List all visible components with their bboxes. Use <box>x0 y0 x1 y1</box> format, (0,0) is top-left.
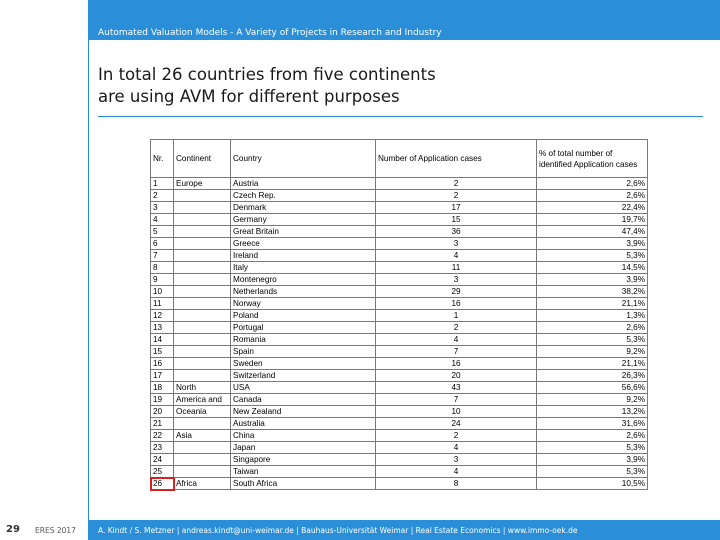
col-header-country: Country <box>231 140 376 178</box>
cell-nr: 12 <box>151 310 174 322</box>
cell-continent <box>174 238 231 250</box>
cell-country: Sweden <box>231 358 376 370</box>
table-row <box>151 370 648 382</box>
table-row <box>151 178 648 190</box>
cell-continent <box>174 298 231 310</box>
footer-page-box <box>0 520 88 540</box>
table-row <box>151 286 648 298</box>
cell-pct: 3,9% <box>537 274 648 286</box>
table-row <box>151 274 648 286</box>
cell-country: USA <box>231 382 376 394</box>
cell-country: Poland <box>231 310 376 322</box>
cell-cases: 2 <box>376 178 537 190</box>
cell-continent <box>174 250 231 262</box>
cell-pct: 10,5% <box>537 478 648 490</box>
cell-continent <box>174 202 231 214</box>
col-header-continent: Continent <box>174 140 231 178</box>
table-body <box>151 178 648 490</box>
cell-country: Ireland <box>231 250 376 262</box>
table-header-row <box>151 140 648 178</box>
cell-country: Czech Rep. <box>231 190 376 202</box>
cell-continent <box>174 262 231 274</box>
cell-continent <box>174 334 231 346</box>
cell-continent: Africa <box>174 478 231 490</box>
cell-continent: America and <box>174 394 231 406</box>
cell-nr: 19 <box>151 394 174 406</box>
table-row <box>151 418 648 430</box>
cell-cases: 29 <box>376 286 537 298</box>
cell-continent <box>174 466 231 478</box>
cell-cases: 3 <box>376 454 537 466</box>
slide-heading-line-1: In total 26 countries from five continents <box>98 65 436 84</box>
cell-nr: 11 <box>151 298 174 310</box>
table-row <box>151 358 648 370</box>
cell-nr: 9 <box>151 274 174 286</box>
heading-rule <box>98 116 703 117</box>
cell-nr: 4 <box>151 214 174 226</box>
cell-pct: 9,2% <box>537 394 648 406</box>
cell-nr: 15 <box>151 346 174 358</box>
cell-country: Switzerland <box>231 370 376 382</box>
cell-country: Greece <box>231 238 376 250</box>
cell-country: Singapore <box>231 454 376 466</box>
cell-pct: 31,6% <box>537 418 648 430</box>
cell-cases: 36 <box>376 226 537 238</box>
cell-country: South Africa <box>231 478 376 490</box>
cell-pct: 38,2% <box>537 286 648 298</box>
table-row <box>151 442 648 454</box>
cell-country: Romania <box>231 334 376 346</box>
cell-continent: Oceania <box>174 406 231 418</box>
cell-cases: 2 <box>376 430 537 442</box>
cell-country: Montenegro <box>231 274 376 286</box>
cell-pct: 5,3% <box>537 334 648 346</box>
cell-cases: 7 <box>376 346 537 358</box>
col-header-pct: % of total number of identified Application cases <box>537 140 648 178</box>
table-row <box>151 310 648 322</box>
table-row <box>151 454 648 466</box>
cell-country: Austria <box>231 178 376 190</box>
cell-country: Portugal <box>231 322 376 334</box>
cell-cases: 2 <box>376 190 537 202</box>
cell-country: Japan <box>231 442 376 454</box>
cell-pct: 5,3% <box>537 250 648 262</box>
cell-country: Taiwan <box>231 466 376 478</box>
cell-cases: 8 <box>376 478 537 490</box>
cell-continent <box>174 358 231 370</box>
cell-continent <box>174 370 231 382</box>
cell-nr: 22 <box>151 430 174 442</box>
cell-cases: 2 <box>376 322 537 334</box>
cell-pct: 1,3% <box>537 310 648 322</box>
table-row <box>151 238 648 250</box>
cell-pct: 2,6% <box>537 322 648 334</box>
cell-country: Denmark <box>231 202 376 214</box>
cell-pct: 2,6% <box>537 430 648 442</box>
cell-continent <box>174 214 231 226</box>
cell-continent: Asia <box>174 430 231 442</box>
cell-country: Italy <box>231 262 376 274</box>
table-row <box>151 466 648 478</box>
cell-pct: 14,5% <box>537 262 648 274</box>
cell-cases: 7 <box>376 394 537 406</box>
cell-country: Australia <box>231 418 376 430</box>
cell-country: Netherlands <box>231 286 376 298</box>
cell-cases: 1 <box>376 310 537 322</box>
cell-country: New Zealand <box>231 406 376 418</box>
table-row <box>151 214 648 226</box>
header-title: Automated Valuation Models - A Variety of Projects in Research and Industry <box>98 28 442 38</box>
table-row <box>151 382 648 394</box>
cell-pct: 3,9% <box>537 238 648 250</box>
cell-continent <box>174 190 231 202</box>
cell-country: Spain <box>231 346 376 358</box>
col-header-nr: Nr. <box>151 140 174 178</box>
cell-pct: 5,3% <box>537 442 648 454</box>
cell-nr: 14 <box>151 334 174 346</box>
cell-nr-highlighted: 26 <box>151 478 174 490</box>
table-row <box>151 478 648 490</box>
cell-continent <box>174 322 231 334</box>
cell-cases: 17 <box>376 202 537 214</box>
table-row <box>151 406 648 418</box>
cell-country: Canada <box>231 394 376 406</box>
header-bar <box>0 0 720 40</box>
cell-continent <box>174 310 231 322</box>
cell-country: Great Britain <box>231 226 376 238</box>
footer-bar <box>0 520 720 540</box>
cell-nr: 24 <box>151 454 174 466</box>
table-row <box>151 334 648 346</box>
table-row <box>151 190 648 202</box>
cell-nr: 5 <box>151 226 174 238</box>
table-row <box>151 346 648 358</box>
cell-cases: 10 <box>376 406 537 418</box>
table-row <box>151 250 648 262</box>
cell-continent <box>174 274 231 286</box>
table-row <box>151 322 648 334</box>
countries-table <box>150 139 648 490</box>
conference-label: ERES 2017 <box>35 526 76 535</box>
table-row <box>151 202 648 214</box>
cell-pct: 2,6% <box>537 178 648 190</box>
cell-nr: 1 <box>151 178 174 190</box>
cell-pct: 26,3% <box>537 370 648 382</box>
cell-continent <box>174 418 231 430</box>
cell-nr: 18 <box>151 382 174 394</box>
cell-nr: 21 <box>151 418 174 430</box>
col-header-cases: Number of Application cases <box>376 140 537 178</box>
cell-cases: 16 <box>376 298 537 310</box>
cell-cases: 16 <box>376 358 537 370</box>
cell-pct: 22,4% <box>537 202 648 214</box>
cell-pct: 47,4% <box>537 226 648 238</box>
cell-pct: 19,7% <box>537 214 648 226</box>
cell-cases: 24 <box>376 418 537 430</box>
slide-heading <box>98 64 436 108</box>
cell-continent: Europe <box>174 178 231 190</box>
cell-pct: 21,1% <box>537 298 648 310</box>
table-row <box>151 430 648 442</box>
cell-pct: 5,3% <box>537 466 648 478</box>
cell-pct: 13,2% <box>537 406 648 418</box>
slide-heading-line-2: are using AVM for different purposes <box>98 87 400 106</box>
cell-pct: 9,2% <box>537 346 648 358</box>
cell-nr: 23 <box>151 442 174 454</box>
cell-continent <box>174 346 231 358</box>
cell-continent <box>174 454 231 466</box>
cell-nr: 10 <box>151 286 174 298</box>
cell-cases: 3 <box>376 238 537 250</box>
cell-country: Germany <box>231 214 376 226</box>
cell-cases: 4 <box>376 442 537 454</box>
page-number: 29 <box>6 524 20 535</box>
cell-continent: North <box>174 382 231 394</box>
table-row <box>151 298 648 310</box>
cell-cases: 43 <box>376 382 537 394</box>
cell-cases: 15 <box>376 214 537 226</box>
table-row <box>151 262 648 274</box>
cell-cases: 11 <box>376 262 537 274</box>
cell-pct: 56,6% <box>537 382 648 394</box>
cell-pct: 2,6% <box>537 190 648 202</box>
header-left-block <box>0 0 88 40</box>
vertical-divider <box>88 40 89 520</box>
cell-country: Norway <box>231 298 376 310</box>
cell-nr: 13 <box>151 322 174 334</box>
cell-continent <box>174 226 231 238</box>
cell-cases: 20 <box>376 370 537 382</box>
cell-continent <box>174 286 231 298</box>
cell-continent <box>174 442 231 454</box>
cell-cases: 3 <box>376 274 537 286</box>
cell-nr: 20 <box>151 406 174 418</box>
cell-nr: 25 <box>151 466 174 478</box>
cell-nr: 17 <box>151 370 174 382</box>
table-row <box>151 394 648 406</box>
cell-cases: 4 <box>376 466 537 478</box>
footer-credit: A. Kindt / S. Metzner | andreas.kindt@uni-weimar.de | Bauhaus-Universität Weimar | Real Estate Economics | www.immo-oek.de <box>98 526 578 535</box>
cell-country: China <box>231 430 376 442</box>
cell-nr: 6 <box>151 238 174 250</box>
cell-nr: 8 <box>151 262 174 274</box>
cell-nr: 3 <box>151 202 174 214</box>
cell-pct: 21,1% <box>537 358 648 370</box>
table-row <box>151 226 648 238</box>
cell-nr: 2 <box>151 190 174 202</box>
cell-nr: 16 <box>151 358 174 370</box>
cell-nr: 7 <box>151 250 174 262</box>
table-container <box>150 139 648 490</box>
cell-cases: 4 <box>376 250 537 262</box>
cell-cases: 4 <box>376 334 537 346</box>
cell-pct: 3,9% <box>537 454 648 466</box>
